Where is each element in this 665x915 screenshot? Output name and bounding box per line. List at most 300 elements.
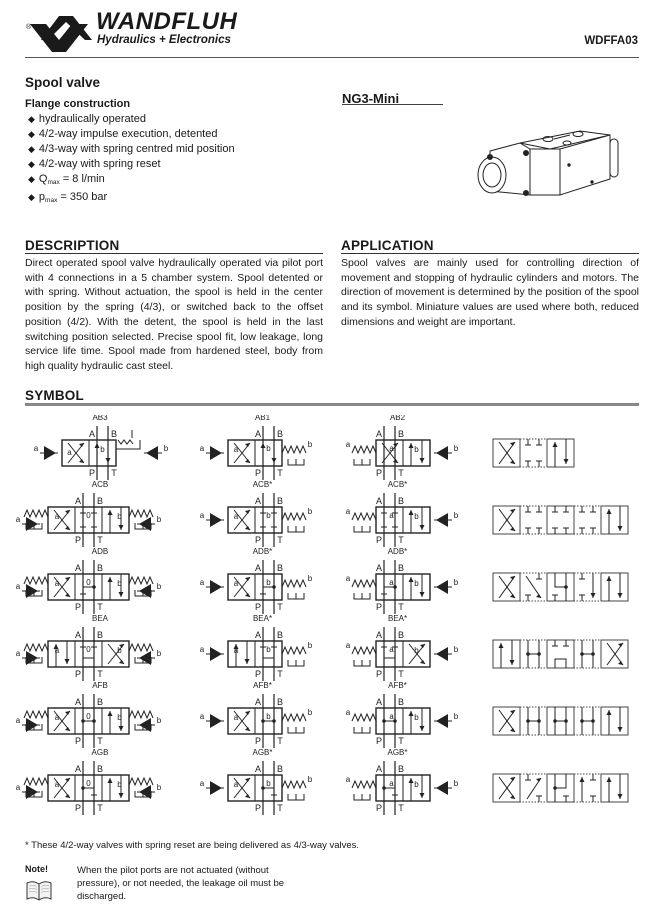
feature-text: 4/2-way impulse execution, detented bbox=[38, 128, 218, 140]
pilot-label-a: a bbox=[15, 649, 21, 658]
symbol-ab2-alt bbox=[346, 415, 459, 480]
port-label-a: A bbox=[74, 496, 82, 506]
spring-icon bbox=[24, 711, 48, 718]
feature-text: hydraulically operated bbox=[38, 113, 146, 125]
port-label-p: P bbox=[375, 669, 383, 679]
pilot-triangle-icon bbox=[44, 446, 56, 460]
drain-icon bbox=[354, 660, 370, 666]
feature-list bbox=[28, 112, 235, 208]
pilot-label-b: b bbox=[453, 511, 459, 520]
port-label-p: P bbox=[375, 803, 383, 813]
spring-icon bbox=[282, 714, 306, 721]
port-label-p: P bbox=[375, 736, 383, 746]
position-label: b bbox=[266, 712, 271, 721]
pilot-label-b: b bbox=[156, 783, 162, 792]
flow-arrow-icon bbox=[409, 778, 414, 783]
transition-diagram bbox=[493, 573, 628, 601]
note-label: Note! bbox=[25, 864, 48, 874]
port-label-a: A bbox=[254, 563, 262, 573]
flow-arrow-icon bbox=[65, 659, 70, 664]
symbol-code: ADB* bbox=[252, 547, 273, 556]
spring-icon bbox=[129, 778, 153, 785]
port-label-b: B bbox=[276, 630, 284, 640]
transition-diagram bbox=[493, 506, 628, 534]
spring-label: a bbox=[345, 775, 351, 784]
application-text: Spool valves are mainly used for controlling direction of movement and stopping of hydraulic cylinders and motors. The direction of movement is determined by the position of the spool and its symbol. Miniature values are used where both, reduced dimensions and weight are important. bbox=[341, 257, 639, 328]
port-label-t: T bbox=[277, 736, 283, 746]
flow-arrow-icon bbox=[79, 459, 84, 463]
port-label-b: B bbox=[96, 630, 104, 640]
bullet-icon: ◆ bbox=[28, 159, 35, 169]
position-label: b bbox=[414, 646, 419, 655]
bullet-icon: ◆ bbox=[28, 129, 35, 139]
flow-arrow-icon bbox=[510, 460, 515, 464]
flow-arrow-icon bbox=[607, 509, 612, 514]
flow-arrow-icon bbox=[409, 443, 414, 448]
pilot-label-a: a bbox=[199, 578, 205, 587]
flow-arrow-icon bbox=[420, 458, 425, 463]
port-label-a: A bbox=[74, 764, 82, 774]
pilot-label-b: b bbox=[453, 578, 459, 587]
port-label-b: B bbox=[276, 496, 284, 506]
feature-symbol: p bbox=[38, 191, 46, 203]
port-label-a: A bbox=[74, 563, 82, 573]
flow-arrow-icon bbox=[409, 711, 414, 716]
symbol-code: ACB* bbox=[387, 480, 408, 489]
flow-arrow-icon bbox=[618, 794, 623, 799]
port-label-p: P bbox=[74, 803, 82, 813]
position-label: b bbox=[414, 579, 419, 588]
flow-arrow-icon bbox=[420, 726, 425, 731]
port-label-t: T bbox=[97, 669, 103, 679]
port-label-a: A bbox=[375, 496, 383, 506]
position-label: a bbox=[233, 579, 239, 588]
port-label-t: T bbox=[97, 602, 103, 612]
symbol-heading: SYMBOL bbox=[25, 388, 84, 403]
symbol-afb-star-alt bbox=[346, 681, 459, 748]
symbol-code: AFB* bbox=[253, 681, 272, 690]
size-divider bbox=[342, 104, 443, 105]
pilot-triangle-icon bbox=[210, 446, 222, 460]
flow-line bbox=[555, 573, 566, 587]
position-label: b bbox=[266, 444, 271, 453]
flow-arrow-icon bbox=[510, 594, 515, 598]
port-label-p: P bbox=[375, 468, 383, 478]
feature-text: 4/3-way with spring centred mid position bbox=[38, 143, 235, 155]
position-label: a bbox=[389, 645, 394, 654]
port-label-p: P bbox=[375, 602, 383, 612]
spring-icon bbox=[24, 510, 48, 517]
flow-arrow-icon bbox=[65, 727, 70, 731]
spring-icon bbox=[24, 778, 48, 785]
spring-label: a bbox=[345, 507, 351, 516]
feature-item bbox=[28, 172, 235, 190]
flow-arrow-icon bbox=[245, 778, 250, 782]
drain-icon bbox=[354, 727, 370, 733]
flow-line bbox=[263, 658, 274, 667]
port-label-a: A bbox=[375, 429, 383, 439]
flow-arrow-icon bbox=[420, 525, 425, 530]
flow-arrow-icon bbox=[108, 577, 113, 582]
pilot-label-b: b bbox=[453, 712, 459, 721]
description-heading: DESCRIPTION bbox=[25, 238, 120, 253]
flow-arrow-icon bbox=[108, 711, 113, 716]
position-label: b bbox=[266, 779, 271, 788]
transition-cell-dashed bbox=[574, 774, 601, 802]
spring-label: b bbox=[307, 775, 313, 784]
position-label: a bbox=[389, 779, 394, 788]
product-subtitle: Flange construction bbox=[25, 98, 131, 110]
note-text: When the pilot ports are not actuated (without pressure), or not needed, the leakage oil must be discharged. bbox=[77, 865, 285, 902]
symbol-afb-star bbox=[200, 681, 313, 748]
port-label-b: B bbox=[276, 764, 284, 774]
product-title: Spool valve bbox=[25, 75, 101, 90]
spring-icon bbox=[352, 714, 376, 721]
spring-icon bbox=[352, 446, 376, 453]
port-label-b: B bbox=[276, 563, 284, 573]
transition-cell bbox=[547, 439, 574, 467]
flow-arrow-icon bbox=[510, 795, 515, 799]
book-icon bbox=[25, 877, 53, 905]
position-label: 0 bbox=[86, 578, 91, 587]
position-label: a bbox=[233, 512, 239, 521]
drain-icon bbox=[354, 459, 370, 465]
pilot-triangle-icon bbox=[210, 781, 222, 795]
transition-diagram bbox=[493, 774, 628, 802]
junction-dot bbox=[580, 719, 584, 723]
position-label: b bbox=[117, 780, 122, 789]
flow-arrow-icon bbox=[420, 793, 425, 798]
position-label: a bbox=[233, 780, 239, 789]
port-label-t: T bbox=[398, 602, 404, 612]
symbol-acb-star bbox=[200, 480, 313, 547]
symbol-bea bbox=[16, 614, 162, 681]
flow-arrow-icon bbox=[607, 777, 612, 782]
transition-cell bbox=[601, 573, 628, 601]
pilot-triangle-icon bbox=[436, 714, 448, 728]
pilot-label-b: b bbox=[453, 779, 459, 788]
flow-arrow-icon bbox=[245, 459, 250, 463]
spring-icon bbox=[352, 580, 376, 587]
feature-item bbox=[28, 157, 235, 172]
port-label-b: B bbox=[397, 563, 405, 573]
transition-diagram bbox=[493, 707, 628, 735]
pilot-triangle-icon bbox=[210, 647, 222, 661]
pilot-triangle-icon bbox=[436, 513, 448, 527]
flow-arrow-icon bbox=[245, 794, 250, 798]
port-label-b: B bbox=[96, 764, 104, 774]
spring-icon bbox=[129, 644, 153, 651]
port-label-t: T bbox=[398, 535, 404, 545]
feature-item bbox=[28, 190, 235, 208]
position-label: a bbox=[389, 578, 394, 587]
drain-icon bbox=[354, 794, 370, 800]
position-label: 0 bbox=[86, 511, 91, 520]
flow-arrow-icon bbox=[420, 660, 425, 664]
flow-arrow-icon bbox=[618, 526, 623, 531]
port-label-b: B bbox=[397, 630, 405, 640]
spring-icon bbox=[282, 647, 306, 654]
transition-cell bbox=[547, 506, 574, 534]
spring-icon bbox=[282, 580, 306, 587]
port-label-a: A bbox=[74, 630, 82, 640]
flow-arrow-icon bbox=[245, 593, 250, 597]
pilot-label-b: b bbox=[453, 645, 459, 654]
position-label: b bbox=[266, 578, 271, 587]
port-label-p: P bbox=[254, 803, 262, 813]
port-label-a: A bbox=[88, 429, 96, 439]
position-label: 0 bbox=[86, 712, 91, 721]
port-label-a: A bbox=[254, 764, 262, 774]
flow-arrow-icon bbox=[119, 592, 124, 597]
position-label: b bbox=[117, 512, 122, 521]
flow-line bbox=[384, 658, 395, 667]
position-label: a bbox=[54, 646, 60, 655]
bullet-icon: ◆ bbox=[28, 192, 35, 202]
port-label-p: P bbox=[375, 535, 383, 545]
port-label-a: A bbox=[375, 563, 383, 573]
feature-text: 4/2-way with spring reset bbox=[38, 158, 161, 170]
pilot-label-b: b bbox=[156, 515, 162, 524]
flow-arrow-icon bbox=[245, 577, 250, 581]
position-label: 0 bbox=[86, 645, 91, 654]
symbol-code: AGB* bbox=[387, 748, 408, 757]
symbol-code: ADB bbox=[91, 547, 109, 556]
port-label-b: B bbox=[96, 697, 104, 707]
symbol-code: ACB* bbox=[252, 480, 273, 489]
spring-icon bbox=[129, 577, 153, 584]
spring-icon bbox=[129, 711, 153, 718]
valve-illustration-icon bbox=[470, 125, 625, 200]
header-divider bbox=[25, 57, 639, 58]
transition-diagram bbox=[493, 439, 574, 467]
flow-arrow-icon bbox=[65, 711, 70, 715]
symbol-acb bbox=[16, 480, 162, 547]
junction-dot bbox=[526, 719, 530, 723]
flow-arrow-icon bbox=[510, 509, 515, 513]
flow-arrow-icon bbox=[591, 593, 596, 598]
symbol-ab1 bbox=[200, 415, 313, 480]
port-label-p: P bbox=[254, 468, 262, 478]
port-label-a: A bbox=[375, 630, 383, 640]
port-label-t: T bbox=[97, 535, 103, 545]
port-label-t: T bbox=[97, 736, 103, 746]
flow-arrow-icon bbox=[510, 728, 515, 732]
symbol-code: AFB bbox=[92, 681, 108, 690]
symbol-code: BEA* bbox=[387, 614, 408, 623]
flow-arrow-icon bbox=[245, 727, 250, 731]
transition-cell bbox=[601, 506, 628, 534]
pilot-label-a: a bbox=[199, 444, 205, 453]
transition-cell bbox=[493, 640, 520, 668]
flow-arrow-icon bbox=[245, 659, 250, 664]
port-label-t: T bbox=[277, 602, 283, 612]
position-label: a bbox=[54, 579, 60, 588]
application-heading: APPLICATION bbox=[341, 238, 434, 253]
flow-arrow-icon bbox=[618, 661, 623, 665]
position-label: b bbox=[100, 445, 105, 454]
port-label-b: B bbox=[110, 429, 118, 439]
description-text: Direct operated spool valve hydraulically operated via pilot port with 4 connections in a 5 chamber system. Spool detented or with spring. Without actuation, the spool is held in the center position by the spring (4/3), or switched back to the offset position (4/2). With the detent, the spool is held in the last switching position selected. Precise spool fit, low leakage, long service life time. Spool made from hardened steel, body from high quality hydraulic cast steel. bbox=[25, 257, 323, 372]
junction-dot bbox=[580, 652, 584, 656]
symbol-ab3 bbox=[34, 415, 169, 480]
port-label-p: P bbox=[74, 535, 82, 545]
port-label-p: P bbox=[74, 602, 82, 612]
feature-symbol: Q bbox=[38, 173, 48, 185]
transition-cell bbox=[601, 707, 628, 735]
pilot-label-b: b bbox=[156, 582, 162, 591]
pilot-triangle-icon bbox=[210, 513, 222, 527]
junction-dot bbox=[553, 719, 557, 723]
port-label-a: A bbox=[74, 697, 82, 707]
port-label-p: P bbox=[254, 736, 262, 746]
flow-arrow-icon bbox=[553, 442, 558, 447]
flow-arrow-icon bbox=[618, 643, 623, 647]
symbol-adb-star-alt bbox=[346, 547, 459, 614]
position-label: b bbox=[117, 713, 122, 722]
flow-arrow-icon bbox=[499, 643, 504, 648]
feature-item bbox=[28, 112, 235, 127]
detent-icon bbox=[118, 440, 133, 444]
symbol-agb bbox=[16, 748, 162, 815]
description-divider bbox=[25, 253, 323, 254]
flow-arrow-icon bbox=[510, 527, 515, 531]
port-label-b: B bbox=[397, 697, 405, 707]
spring-icon bbox=[24, 644, 48, 651]
pilot-triangle-icon bbox=[436, 446, 448, 460]
pilot-triangle-icon bbox=[146, 446, 158, 460]
port-label-b: B bbox=[397, 429, 405, 439]
flow-arrow-icon bbox=[510, 777, 515, 781]
transition-cell bbox=[547, 640, 574, 668]
feature-subscript: max bbox=[45, 197, 58, 204]
transition-cell bbox=[601, 774, 628, 802]
port-label-b: B bbox=[397, 764, 405, 774]
size-label: NG3-Mini bbox=[342, 91, 400, 106]
flow-arrow-icon bbox=[607, 576, 612, 581]
symbol-acb-star-alt bbox=[346, 480, 459, 547]
flow-arrow-icon bbox=[618, 593, 623, 598]
transition-cell-dashed bbox=[574, 573, 601, 601]
pilot-triangle-icon bbox=[210, 714, 222, 728]
port-label-t: T bbox=[277, 468, 283, 478]
transition-cell-dashed bbox=[520, 774, 547, 802]
drain-icon bbox=[288, 526, 304, 532]
spring-icon bbox=[24, 577, 48, 584]
port-label-t: T bbox=[398, 468, 404, 478]
position-label: a bbox=[54, 713, 60, 722]
flow-arrow-icon bbox=[245, 510, 250, 514]
pilot-label-b: b bbox=[453, 444, 459, 453]
position-label: b bbox=[414, 713, 419, 722]
flow-arrow-icon bbox=[245, 443, 250, 447]
pilot-triangle-icon bbox=[436, 580, 448, 594]
flow-arrow-icon bbox=[245, 526, 250, 530]
symbol-adb bbox=[16, 547, 162, 614]
port-label-a: A bbox=[254, 630, 262, 640]
flow-arrow-icon bbox=[510, 660, 515, 665]
flow-arrow-icon bbox=[580, 777, 585, 782]
pilot-label-a: a bbox=[15, 582, 21, 591]
transition-diagram bbox=[493, 640, 628, 668]
flow-arrow-icon bbox=[420, 644, 425, 648]
spring-icon bbox=[352, 647, 376, 654]
port-label-a: A bbox=[254, 429, 262, 439]
port-label-b: B bbox=[96, 496, 104, 506]
position-label: a bbox=[389, 444, 394, 453]
transition-cell-dashed bbox=[520, 439, 547, 467]
port-label-t: T bbox=[398, 669, 404, 679]
port-label-t: T bbox=[97, 803, 103, 813]
pilot-label-a: a bbox=[15, 716, 21, 725]
port-label-a: A bbox=[254, 496, 262, 506]
pilot-label-a: a bbox=[199, 645, 205, 654]
spring-label: a bbox=[345, 440, 351, 449]
junction-dot bbox=[537, 652, 541, 656]
position-label: b bbox=[117, 646, 122, 655]
symbol-bea-star bbox=[200, 614, 313, 681]
symbol-bea-star-alt bbox=[346, 614, 459, 681]
port-label-a: A bbox=[254, 697, 262, 707]
flow-arrow-icon bbox=[510, 710, 515, 714]
spring-icon bbox=[129, 510, 153, 517]
flow-arrow-icon bbox=[65, 577, 70, 581]
position-label: b bbox=[414, 512, 419, 521]
flow-arrow-icon bbox=[607, 710, 612, 715]
port-label-p: P bbox=[88, 468, 96, 478]
flow-arrow-icon bbox=[119, 793, 124, 798]
position-label: a bbox=[389, 712, 394, 721]
port-label-p: P bbox=[254, 535, 262, 545]
port-label-p: P bbox=[74, 736, 82, 746]
symbol-grid bbox=[0, 415, 665, 825]
port-label-t: T bbox=[277, 803, 283, 813]
symbol-agb-star-alt bbox=[346, 748, 459, 815]
flow-arrow-icon bbox=[65, 794, 70, 798]
flow-arrow-icon bbox=[65, 526, 70, 530]
application-divider bbox=[341, 253, 639, 254]
junction-dot bbox=[591, 652, 595, 656]
symbol-code: BEA bbox=[91, 614, 109, 623]
port-label-b: B bbox=[276, 697, 284, 707]
pilot-label-b: b bbox=[163, 444, 169, 453]
feature-item bbox=[28, 127, 235, 142]
junction-dot bbox=[537, 719, 541, 723]
port-label-b: B bbox=[276, 429, 284, 439]
symbol-code: AB3 bbox=[92, 415, 108, 422]
spring-label: a bbox=[345, 708, 351, 717]
port-label-p: P bbox=[254, 602, 262, 612]
brand-name: WANDFLUH bbox=[96, 8, 238, 35]
spring-icon bbox=[282, 513, 306, 520]
flow-arrow-icon bbox=[119, 525, 124, 530]
symbol-agb-star bbox=[200, 748, 313, 815]
bullet-icon: ◆ bbox=[28, 174, 35, 184]
bullet-icon: ◆ bbox=[28, 114, 35, 124]
pilot-triangle-icon bbox=[210, 580, 222, 594]
position-label: a bbox=[389, 511, 394, 520]
flow-arrow-icon bbox=[65, 778, 70, 782]
port-label-a: A bbox=[375, 697, 383, 707]
position-label: b bbox=[266, 645, 271, 654]
port-label-t: T bbox=[398, 803, 404, 813]
port-label-p: P bbox=[74, 669, 82, 679]
drain-icon bbox=[288, 727, 304, 733]
position-label: a bbox=[67, 448, 72, 457]
pilot-label-b: b bbox=[156, 716, 162, 725]
flow-arrow-icon bbox=[65, 510, 70, 514]
pilot-triangle-icon bbox=[436, 781, 448, 795]
